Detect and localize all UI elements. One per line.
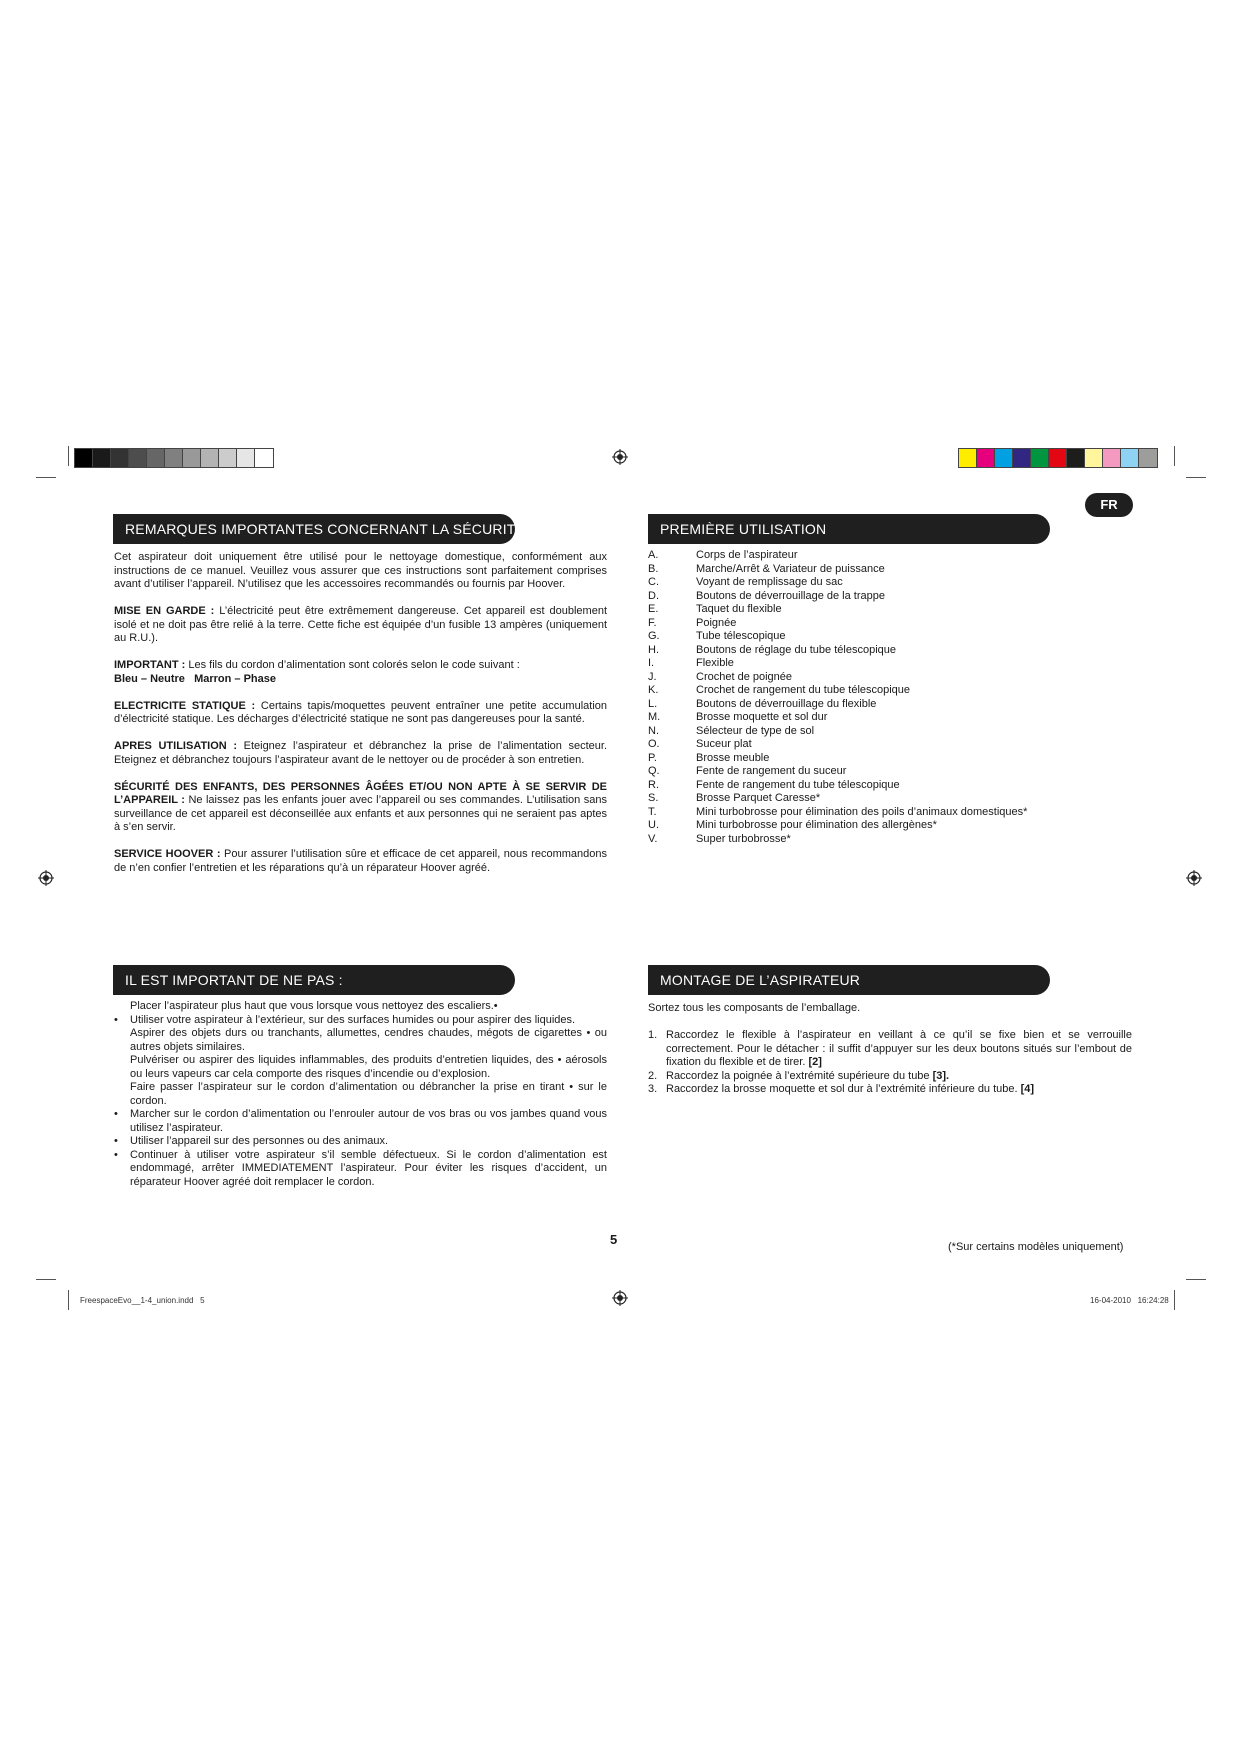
- legend-text: Brosse meuble: [696, 751, 770, 764]
- list-item: [114, 1014, 607, 1028]
- crop-mark: [68, 446, 69, 466]
- assembly-step: [648, 1083, 1132, 1097]
- legend-letter: H.: [648, 643, 659, 656]
- grayscale-color-bar: [74, 448, 274, 468]
- color-swatch: [147, 449, 165, 467]
- page-number: 5: [610, 1232, 618, 1247]
- static-electricity-paragraph: [114, 700, 607, 727]
- crop-mark: [1174, 446, 1175, 466]
- legend-text: Fente de rangement du suceur: [696, 765, 847, 777]
- safety-section-header: REMARQUES IMPORTANTES CONCERNANT LA SÉCURITÉ: [113, 514, 515, 544]
- registration-mark-icon: [612, 1290, 628, 1306]
- color-swatch: [93, 449, 111, 467]
- after-use-text: Eteignez l’aspirateur et débranchez la prise de l’alimentation secteur. Eteignez et débranchez toujours l’aspirateur avant de le nettoyer ou de procéder à son entretien.: [114, 740, 607, 766]
- important-label: IMPORTANT :: [114, 659, 186, 671]
- step-text: Raccordez la poignée à l’extrémité supérieure du tube: [666, 1069, 930, 1082]
- color-swatch: [111, 449, 129, 467]
- legend-item: [648, 806, 1088, 820]
- safety-intro: Cet aspirateur doit uniquement être utilisé pour le nettoyage domestique, conformément aux instructions de ce manuel. Veuillez vous assurer que ces instructions sont parfaitement comprises avant d’utiliser l’appareil. N’utilisez que les accessoires recommandés ou fournis par Hoover.: [114, 551, 607, 590]
- step-text: Raccordez la brosse moquette et sol dur à l’extrémité inférieure du tube.: [666, 1083, 1018, 1095]
- legend-item: [648, 630, 1088, 644]
- legend-letter: B.: [648, 562, 659, 575]
- list-item: [114, 1027, 607, 1054]
- step-number: 2.: [648, 1069, 658, 1082]
- legend-letter: T.: [648, 805, 657, 818]
- legend-letter: A.: [648, 549, 659, 561]
- legend-text: Brosse Parquet Caresse*: [696, 792, 821, 804]
- color-swatch: [995, 449, 1013, 467]
- legend-letter: M.: [648, 711, 661, 723]
- list-item-text: Utiliser l’appareil sur des personnes ou des animaux.: [130, 1135, 389, 1147]
- first-use-section-body: [648, 549, 1088, 846]
- warning-text: L’électricité peut être extrêmement dangereuse. Cet appareil est doublement isolé et ne doit pas être relié à la terre. Cette fiche est équipée d’un fusible 13 ampères (uniquement au R.U.).: [114, 605, 608, 644]
- important-paragraph: [114, 659, 607, 686]
- legend-text: Super turbobrosse*: [696, 832, 791, 845]
- legend-text: Fente de rangement du tube télescopique: [696, 778, 900, 791]
- bullet-marker: •: [114, 1148, 118, 1161]
- legend-letter: J.: [648, 670, 657, 683]
- step-number: 1.: [648, 1029, 658, 1041]
- wire-color-code: Bleu – Neutre Marron – Phase: [114, 672, 276, 685]
- legend-item: [648, 644, 1088, 658]
- crop-mark: [1186, 477, 1206, 478]
- do-not-section-body: [114, 1000, 607, 1189]
- do-not-list: [114, 1000, 607, 1189]
- list-item: [114, 1054, 607, 1081]
- color-swatch: [129, 449, 147, 467]
- crop-mark: [1174, 1290, 1175, 1310]
- first-use-section-header: PREMIÈRE UTILISATION: [648, 514, 1050, 544]
- list-item-text: Pulvériser ou aspirer des liquides inflammables, des produits d’entretien liquides, des • aérosols ou leurs vapeurs car cela comporte des risques d’incendie ou d’explosion.: [130, 1054, 607, 1080]
- legend-letter: G.: [648, 630, 660, 642]
- legend-item: [648, 833, 1088, 847]
- legend-item: [648, 603, 1088, 617]
- legend-item: [648, 711, 1088, 725]
- color-swatch: [1139, 449, 1157, 467]
- color-swatch: [1121, 449, 1139, 467]
- color-swatch: [255, 449, 273, 467]
- legend-text: Boutons de réglage du tube télescopique: [696, 643, 896, 656]
- hoover-service-label: SERVICE HOOVER :: [114, 848, 221, 860]
- legend-text: Mini turbobrosse pour élimination des allergènes*: [696, 819, 937, 831]
- after-use-label: APRES UTILISATION :: [114, 740, 237, 752]
- figure-reference: [3].: [932, 1069, 950, 1082]
- legend-text: Sélecteur de type de sol: [696, 724, 815, 737]
- static-label: ELECTRICITE STATIQUE :: [114, 699, 256, 712]
- legend-text: Suceur plat: [696, 738, 752, 750]
- legend-letter: K.: [648, 684, 659, 696]
- legend-text: Boutons de déverrouillage du flexible: [696, 697, 877, 710]
- legend-item: [648, 563, 1088, 577]
- important-text: Les fils du cordon d’alimentation sont colorés selon le code suivant :: [188, 659, 520, 671]
- print-timestamp: 16-04-2010 16:24:28: [1090, 1296, 1169, 1305]
- legend-letter: Q.: [648, 765, 660, 777]
- legend-letter: O.: [648, 738, 660, 750]
- parts-legend-list: [648, 549, 1088, 846]
- child-safety-text: Ne laissez pas les enfants jouer avec l’appareil ou ses commandes. L’utilisation sans surveillance de cet appareil est déconseillée aux enfants et aux personnes qui ne seraient pas aptes à s’en servir.: [114, 794, 607, 833]
- assembly-steps-list: [648, 1029, 1132, 1097]
- figure-reference: [4]: [1020, 1083, 1035, 1095]
- assembly-step: [648, 1029, 1132, 1070]
- legend-letter: V.: [648, 832, 658, 845]
- list-item-text: Marcher sur le cordon d’alimentation ou l’enrouler autour de vos bras ou vos jambes quand vous utilisez l’aspirateur.: [130, 1108, 607, 1134]
- list-item: [114, 1108, 607, 1135]
- legend-text: Corps de l’aspirateur: [696, 549, 798, 561]
- color-swatch: [1103, 449, 1121, 467]
- list-item-text: Faire passer l’aspirateur sur le cordon d’alimentation ou débrancher la prise en tirant • sur le cordon.: [130, 1081, 607, 1107]
- legend-item: [648, 657, 1088, 671]
- child-safety-label: SÉCURITÉ DES ENFANTS, DES PERSONNES ÂGÉES ET/OU NON APTE À SE SERVIR DE L’APPAREIL :: [114, 780, 607, 806]
- cmyk-color-bar: [958, 448, 1158, 468]
- legend-letter: U.: [648, 819, 659, 831]
- do-not-section-header: IL EST IMPORTANT DE NE PAS :: [113, 965, 515, 995]
- legend-text: Tube télescopique: [696, 630, 786, 642]
- color-swatch: [165, 449, 183, 467]
- child-safety-paragraph: [114, 781, 607, 835]
- color-swatch: [183, 449, 201, 467]
- legend-text: Brosse moquette et sol dur: [696, 711, 828, 723]
- color-swatch: [201, 449, 219, 467]
- language-badge: FR: [1085, 493, 1133, 517]
- warning-label: MISE EN GARDE :: [114, 605, 215, 617]
- footnote: (*Sur certains modèles uniquement): [948, 1241, 1124, 1253]
- crop-mark: [1186, 1279, 1206, 1280]
- color-swatch: [1013, 449, 1031, 467]
- hoover-service-paragraph: [114, 848, 607, 875]
- color-swatch: [237, 449, 255, 467]
- legend-item: [648, 698, 1088, 712]
- legend-letter: R.: [648, 778, 659, 791]
- legend-letter: N.: [648, 724, 659, 737]
- legend-letter: I.: [648, 657, 655, 669]
- legend-item: [648, 792, 1088, 806]
- list-item: [114, 1135, 607, 1149]
- color-swatch: [1049, 449, 1067, 467]
- safety-section-body: [114, 551, 607, 889]
- legend-text: Crochet de poignée: [696, 670, 793, 683]
- step-text: Raccordez le flexible à l’aspirateur en veillant à ce qu’il se fixe bien et se verrouille correctement. Pour le détacher : il suffit d’appuyer sur les deux boutons situés sur l’embout de fixation du flexible et de tirer.: [666, 1029, 1132, 1068]
- bullet-marker: •: [114, 1108, 118, 1120]
- warning-paragraph: [114, 605, 607, 646]
- legend-item: [648, 671, 1088, 685]
- list-item: [114, 1149, 607, 1190]
- legend-item: [648, 684, 1088, 698]
- bullet-marker: •: [114, 1135, 118, 1147]
- legend-text: Mini turbobrosse pour élimination des poils d’animaux domestiques*: [696, 805, 1028, 818]
- legend-item: [648, 738, 1088, 752]
- registration-mark-icon: [38, 870, 54, 886]
- legend-text: Voyant de remplissage du sac: [696, 576, 843, 588]
- list-item: [114, 1000, 607, 1014]
- crop-mark: [68, 1290, 69, 1310]
- legend-text: Poignée: [696, 616, 737, 629]
- legend-letter: P.: [648, 751, 657, 764]
- legend-text: Taquet du flexible: [696, 603, 782, 615]
- legend-text: Marche/Arrêt & Variateur de puissance: [696, 562, 885, 575]
- legend-letter: L.: [648, 697, 658, 710]
- file-slug: FreespaceEvo__1-4_union.indd 5: [80, 1296, 205, 1305]
- legend-item: [648, 590, 1088, 604]
- list-item-text: Aspirer des objets durs ou tranchants, allumettes, cendres chaudes, mégots de cigarettes • ou autres objets similaires.: [130, 1027, 607, 1053]
- crop-mark: [36, 1279, 56, 1280]
- color-swatch: [1085, 449, 1103, 467]
- list-item-text: Placer l’aspirateur plus haut que vous lorsque vous nettoyez des escaliers.•: [130, 1000, 498, 1012]
- list-item-text: Utiliser votre aspirateur à l’extérieur, sur des surfaces humides ou pour aspirer des liquides.: [130, 1013, 576, 1026]
- color-swatch: [219, 449, 237, 467]
- legend-text: Boutons de déverrouillage de la trappe: [696, 589, 885, 602]
- legend-letter: F.: [648, 616, 657, 629]
- legend-letter: C.: [648, 576, 659, 588]
- registration-mark-icon: [612, 449, 628, 465]
- legend-item: [648, 819, 1088, 833]
- legend-item: [648, 725, 1088, 739]
- color-swatch: [1067, 449, 1085, 467]
- legend-letter: E.: [648, 603, 659, 615]
- static-text: Certains tapis/moquettes peuvent entraîner une petite accumulation d’électricité statique. Les décharges d’électricité statique ne sont pas dangereuses pour la santé.: [114, 699, 607, 725]
- legend-item: [648, 779, 1088, 793]
- figure-reference: [2]: [808, 1056, 822, 1068]
- legend-text: Crochet de rangement du tube télescopique: [696, 684, 911, 696]
- registration-mark-icon: [1186, 870, 1202, 886]
- legend-item: [648, 765, 1088, 779]
- legend-item: [648, 617, 1088, 631]
- color-swatch: [1031, 449, 1049, 467]
- assembly-section-body: [648, 1002, 1132, 1097]
- legend-item: [648, 752, 1088, 766]
- color-swatch: [977, 449, 995, 467]
- legend-item: [648, 576, 1088, 590]
- bullet-marker: •: [114, 1013, 118, 1026]
- assembly-section-header: MONTAGE DE L’ASPIRATEUR: [648, 965, 1050, 995]
- assembly-step: [648, 1070, 1132, 1084]
- after-use-paragraph: [114, 740, 607, 767]
- list-item-text: Continuer à utiliser votre aspirateur s’il semble défectueux. Si le cordon d’alimentation est endommagé, arrêter IMMEDIATEMENT l’aspirateur. Pour éviter les risques d’accident, un réparateur Hoover agréé doit remplacer le cordon.: [130, 1148, 607, 1188]
- step-number: 3.: [648, 1083, 658, 1095]
- legend-text: Flexible: [696, 657, 734, 669]
- hoover-service-text: Pour assurer l’utilisation sûre et efficace de cet appareil, nous recommandons de n’en confier l’entretien et les réparations qu’à un réparateur Hoover agréé.: [114, 848, 607, 874]
- color-swatch: [75, 449, 93, 467]
- assembly-intro: Sortez tous les composants de l’emballage.: [648, 1002, 861, 1014]
- legend-item: [648, 549, 1088, 563]
- crop-mark: [36, 477, 56, 478]
- color-swatch: [959, 449, 977, 467]
- list-item: [114, 1081, 607, 1108]
- legend-letter: S.: [648, 792, 659, 804]
- legend-letter: D.: [648, 589, 659, 602]
